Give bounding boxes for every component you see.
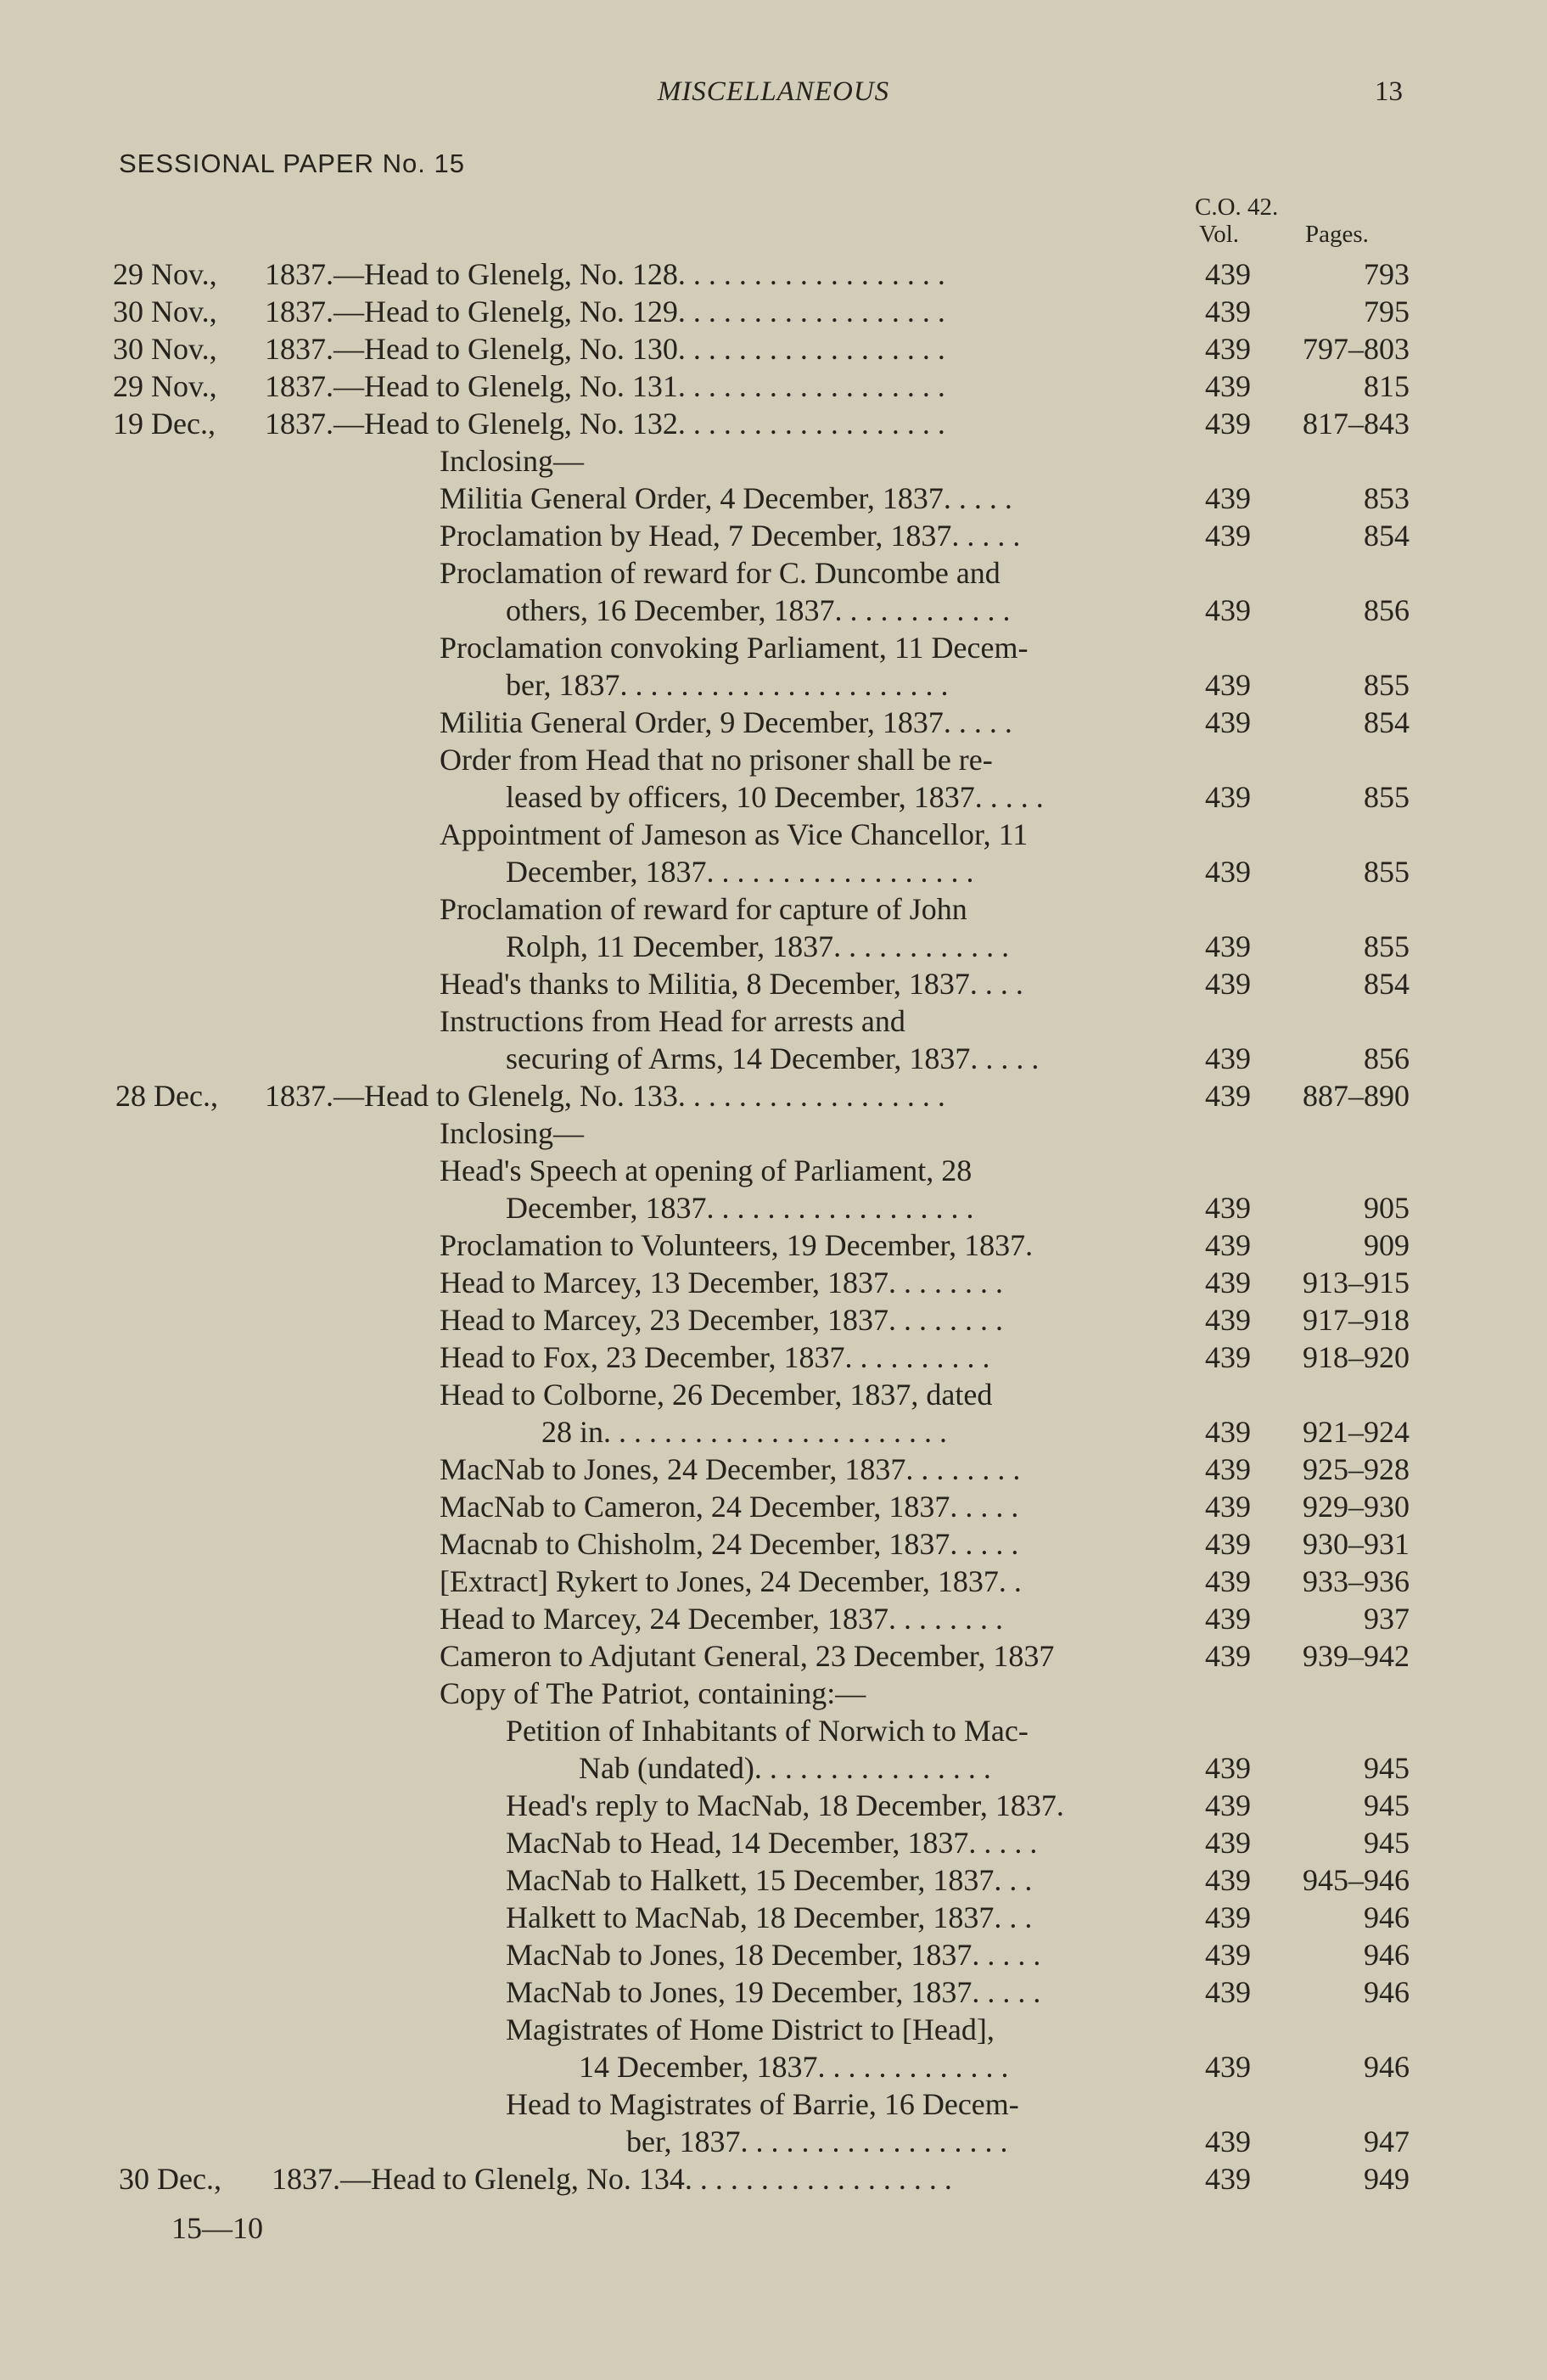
entry-pages: 815: [1364, 369, 1410, 403]
entry-volume: 439: [1205, 1415, 1251, 1449]
entry-pages: 913–915: [1303, 1266, 1410, 1299]
entry-pages: 793: [1364, 257, 1410, 291]
entry-volume: 439: [1205, 1191, 1251, 1225]
entry-volume: 439: [1205, 967, 1251, 1001]
entry-text: 1837.—Head to Glenelg, No. 133. . . . . . . . . . . . . . . . . .: [265, 1079, 945, 1113]
entry-text: 28 in. . . . . . . . . . . . . . . . . . . . . . .: [541, 1415, 948, 1449]
entry-row: [0, 1265, 1547, 1302]
entry-row: [0, 1900, 1547, 1937]
entry-pages: 929–930: [1303, 1490, 1410, 1524]
entry-row: [0, 1638, 1547, 1676]
entry-volume: 439: [1205, 1938, 1251, 1972]
entry-volume: 439: [1205, 1639, 1251, 1673]
entry-row: [0, 1227, 1547, 1265]
entry-text: Proclamation to Volunteers, 19 December, 1837.: [440, 1228, 1034, 1262]
entry-row: [0, 1750, 1547, 1788]
entry-row: [0, 929, 1547, 966]
entry-row: [0, 1862, 1547, 1900]
entry-row: [0, 331, 1547, 368]
entry-date: 29 Nov.,: [113, 257, 217, 291]
entry-pages: 945–946: [1303, 1863, 1410, 1897]
entry-row: [0, 256, 1547, 294]
entry-text: Head to Fox, 23 December, 1837. . . . . . . . . .: [440, 1340, 990, 1374]
entry-row: [0, 2049, 1547, 2086]
entry-row: [0, 294, 1547, 331]
entry-row: [0, 1489, 1547, 1526]
entry-text: Head to Colborne, 26 December, 1837, dated: [440, 1378, 993, 1412]
entry-pages: 925–928: [1303, 1452, 1410, 1486]
entry-pages: 937: [1364, 1602, 1410, 1636]
entry-volume: 439: [1205, 1564, 1251, 1598]
entry-volume: 439: [1205, 369, 1251, 403]
entry-volume: 439: [1205, 2162, 1251, 2196]
entry-row: [0, 817, 1547, 854]
entry-pages: 855: [1364, 929, 1410, 963]
entry-volume: 439: [1205, 519, 1251, 553]
entry-row: [0, 518, 1547, 555]
entry-row: [0, 2124, 1547, 2161]
entry-row: [0, 406, 1547, 443]
entry-row: [0, 592, 1547, 630]
entry-volume: 439: [1205, 332, 1251, 366]
entry-text: Militia General Order, 9 December, 1837. . . . .: [440, 705, 1012, 739]
entry-text: 1837.—Head to Glenelg, No. 130. . . . . . . . . . . . . . . . . .: [265, 332, 945, 366]
entry-pages: 918–920: [1303, 1340, 1410, 1374]
entry-row: [0, 1190, 1547, 1227]
entry-volume: 439: [1205, 1863, 1251, 1897]
entry-pages: 946: [1364, 1900, 1410, 1934]
column-header-co: C.O. 42.: [1195, 194, 1279, 221]
entry-volume: 439: [1205, 780, 1251, 814]
entry-date: 30 Nov.,: [113, 332, 217, 366]
entry-volume: 439: [1205, 1900, 1251, 1934]
entry-text: Proclamation of reward for C. Duncombe and: [440, 556, 1001, 590]
sessional-paper-label: SESSIONAL PAPER No. 15: [119, 149, 465, 178]
entry-row: [0, 1937, 1547, 1974]
entry-text: Copy of The Patriot, containing:—: [440, 1676, 866, 1710]
entry-pages: 853: [1364, 481, 1410, 515]
entry-pages: 947: [1364, 2125, 1410, 2158]
entry-row: [0, 854, 1547, 891]
entry-text: MacNab to Halkett, 15 December, 1837. . .: [506, 1863, 1033, 1897]
entry-pages: 817–843: [1303, 407, 1410, 441]
column-header-pages: Pages.: [1305, 221, 1369, 248]
entry-row: [0, 1302, 1547, 1339]
entry-text: others, 16 December, 1837. . . . . . . . . . . .: [506, 593, 1011, 627]
entry-pages: 854: [1364, 519, 1410, 553]
entry-text: Proclamation of reward for capture of John: [440, 892, 967, 926]
entry-row: [0, 667, 1547, 704]
entry-volume: 439: [1205, 1266, 1251, 1299]
printer-signature: 15—10: [171, 2211, 263, 2245]
entry-pages: 946: [1364, 1975, 1410, 2009]
entry-volume: 439: [1205, 1751, 1251, 1785]
entry-pages: 856: [1364, 1041, 1410, 1075]
entry-row: [0, 368, 1547, 406]
entry-volume: 439: [1205, 1041, 1251, 1075]
entry-pages: 945: [1364, 1788, 1410, 1822]
entry-volume: 439: [1205, 929, 1251, 963]
entry-row: [0, 2012, 1547, 2049]
entry-pages: 797–803: [1303, 332, 1410, 366]
entry-text: ber, 1837. . . . . . . . . . . . . . . . . . . . . .: [506, 668, 949, 702]
entry-pages: 887–890: [1303, 1079, 1410, 1113]
entry-text: Magistrates of Home District to [Head],: [506, 2012, 995, 2046]
entry-row: [0, 1339, 1547, 1377]
entry-list: [0, 256, 1547, 2198]
entry-text: ber, 1837. . . . . . . . . . . . . . . . . .: [626, 2125, 1008, 2158]
entry-volume: 439: [1205, 1228, 1251, 1262]
entry-row: [0, 779, 1547, 817]
entry-row: [0, 1153, 1547, 1190]
entry-text: December, 1837. . . . . . . . . . . . . . . . . .: [506, 855, 974, 889]
entry-row: [0, 1974, 1547, 2012]
entry-row: [0, 2161, 1547, 2198]
entry-pages: 921–924: [1303, 1415, 1410, 1449]
entry-text: Head to Marcey, 24 December, 1837. . . . . . . .: [440, 1602, 1004, 1636]
entry-pages: 933–936: [1303, 1564, 1410, 1598]
entry-volume: 439: [1205, 1788, 1251, 1822]
entry-text: MacNab to Jones, 19 December, 1837. . . . .: [506, 1975, 1041, 2009]
entry-date: 29 Nov.,: [113, 369, 217, 403]
entry-text: Head's thanks to Militia, 8 December, 1837. . . .: [440, 967, 1023, 1001]
entry-row: [0, 480, 1547, 518]
entry-volume: 439: [1205, 1452, 1251, 1486]
entry-text: Militia General Order, 4 December, 1837. . . . .: [440, 481, 1012, 515]
entry-pages: 795: [1364, 295, 1410, 328]
entry-text: 1837.—Head to Glenelg, No. 129. . . . . . . . . . . . . . . . . .: [265, 295, 945, 328]
entry-text: Inclosing—: [440, 1116, 584, 1150]
entry-text: 1837.—Head to Glenelg, No. 132. . . . . . . . . . . . . . . . . .: [265, 407, 945, 441]
entry-text: 14 December, 1837. . . . . . . . . . . . .: [579, 2050, 1009, 2084]
entry-row: [0, 704, 1547, 742]
entry-text: MacNab to Head, 14 December, 1837. . . . .: [506, 1826, 1038, 1860]
entry-volume: 439: [1205, 1527, 1251, 1561]
entry-volume: 439: [1205, 257, 1251, 291]
entry-text: Head to Marcey, 13 December, 1837. . . . . . . .: [440, 1266, 1004, 1299]
entry-pages: 946: [1364, 1938, 1410, 1972]
entry-text: MacNab to Jones, 18 December, 1837. . . . .: [506, 1938, 1041, 1972]
entry-pages: 949: [1364, 2162, 1410, 2196]
entry-text: MacNab to Jones, 24 December, 1837. . . . . . . .: [440, 1452, 1021, 1486]
entry-text: Order from Head that no prisoner shall be re-: [440, 743, 993, 777]
entry-text: 1837.—Head to Glenelg, No. 131. . . . . . . . . . . . . . . . . .: [265, 369, 945, 403]
entry-volume: 439: [1205, 2125, 1251, 2158]
entry-row: [0, 1713, 1547, 1750]
entry-row: [0, 443, 1547, 480]
entry-text: December, 1837. . . . . . . . . . . . . . . . . .: [506, 1191, 974, 1225]
entry-row: [0, 1041, 1547, 1078]
entry-row: [0, 1526, 1547, 1563]
entry-volume: 439: [1205, 1975, 1251, 2009]
entry-text: Instructions from Head for arrests and: [440, 1004, 905, 1038]
entry-row: [0, 1115, 1547, 1153]
entry-text: [Extract] Rykert to Jones, 24 December, 1837. .: [440, 1564, 1022, 1598]
entry-date: 30 Dec.,: [119, 2162, 221, 2196]
entry-row: [0, 742, 1547, 779]
entry-row: [0, 1825, 1547, 1862]
entry-text: Macnab to Chisholm, 24 December, 1837. . . . .: [440, 1527, 1019, 1561]
entry-row: [0, 555, 1547, 592]
entry-text: MacNab to Cameron, 24 December, 1837. . . . .: [440, 1490, 1019, 1524]
entry-text: Head's Speech at opening of Parliament, 28: [440, 1154, 972, 1187]
entry-row: [0, 1788, 1547, 1825]
entry-pages: 855: [1364, 855, 1410, 889]
entry-text: Head's reply to MacNab, 18 December, 1837.: [506, 1788, 1064, 1822]
entry-pages: 939–942: [1303, 1639, 1410, 1673]
entry-text: securing of Arms, 14 December, 1837. . . . .: [506, 1041, 1040, 1075]
entry-volume: 439: [1205, 481, 1251, 515]
entry-row: [0, 1676, 1547, 1713]
entry-date: 30 Nov.,: [113, 295, 217, 328]
entry-volume: 439: [1205, 1602, 1251, 1636]
entry-text: 1837.—Head to Glenelg, No. 128. . . . . . . . . . . . . . . . . .: [265, 257, 945, 291]
entry-pages: 945: [1364, 1826, 1410, 1860]
entry-pages: 854: [1364, 967, 1410, 1001]
entry-text: Petition of Inhabitants of Norwich to Mac-: [506, 1714, 1029, 1748]
entry-row: [0, 630, 1547, 667]
entry-pages: 856: [1364, 593, 1410, 627]
entry-date: 28 Dec.,: [115, 1079, 218, 1113]
entry-pages: 945: [1364, 1751, 1410, 1785]
entry-text: Head to Marcey, 23 December, 1837. . . . . . . .: [440, 1303, 1004, 1337]
entry-pages: 909: [1364, 1228, 1410, 1262]
entry-pages: 917–918: [1303, 1303, 1410, 1337]
entry-text: Head to Magistrates of Barrie, 16 Decem-: [506, 2087, 1019, 2121]
page-number: 13: [1375, 76, 1403, 107]
entry-row: [0, 966, 1547, 1003]
entry-volume: 439: [1205, 1826, 1251, 1860]
entry-volume: 439: [1205, 705, 1251, 739]
entry-row: [0, 2086, 1547, 2124]
entry-row: [0, 1377, 1547, 1414]
entry-date: 19 Dec.,: [113, 407, 216, 441]
entry-text: Inclosing—: [440, 444, 584, 478]
entry-row: [0, 891, 1547, 929]
entry-volume: 439: [1205, 855, 1251, 889]
entry-row: [0, 1414, 1547, 1451]
entry-row: [0, 1451, 1547, 1489]
entry-volume: 439: [1205, 295, 1251, 328]
entry-volume: 439: [1205, 1303, 1251, 1337]
entry-row: [0, 1078, 1547, 1115]
entry-text: Appointment of Jameson as Vice Chancellor, 11: [440, 817, 1029, 851]
entry-volume: 439: [1205, 1340, 1251, 1374]
entry-volume: 439: [1205, 2050, 1251, 2084]
column-header-vol: Vol.: [1199, 221, 1240, 248]
entry-pages: 946: [1364, 2050, 1410, 2084]
entry-text: 1837.—Head to Glenelg, No. 134. . . . . . . . . . . . . . . . . .: [272, 2162, 952, 2196]
entry-text: Rolph, 11 December, 1837. . . . . . . . . . . .: [506, 929, 1010, 963]
running-title: MISCELLANEOUS: [657, 76, 890, 107]
entry-volume: 439: [1205, 593, 1251, 627]
entry-text: Proclamation by Head, 7 December, 1837. . . . .: [440, 519, 1021, 553]
entry-row: [0, 1601, 1547, 1638]
entry-volume: 439: [1205, 1079, 1251, 1113]
entry-volume: 439: [1205, 407, 1251, 441]
entry-text: Halkett to MacNab, 18 December, 1837. . .: [506, 1900, 1033, 1934]
entry-row: [0, 1563, 1547, 1601]
entry-text: Nab (undated). . . . . . . . . . . . . . . .: [579, 1751, 991, 1785]
entry-text: Cameron to Adjutant General, 23 December, 1837: [440, 1639, 1055, 1673]
entry-volume: 439: [1205, 1490, 1251, 1524]
entry-volume: 439: [1205, 668, 1251, 702]
entry-pages: 854: [1364, 705, 1410, 739]
entry-pages: 905: [1364, 1191, 1410, 1225]
entry-pages: 855: [1364, 668, 1410, 702]
entry-row: [0, 1003, 1547, 1041]
entry-pages: 930–931: [1303, 1527, 1410, 1561]
entry-text: Proclamation convoking Parliament, 11 Decem-: [440, 631, 1029, 665]
entry-text: leased by officers, 10 December, 1837. . . . .: [506, 780, 1044, 814]
entry-pages: 855: [1364, 780, 1410, 814]
